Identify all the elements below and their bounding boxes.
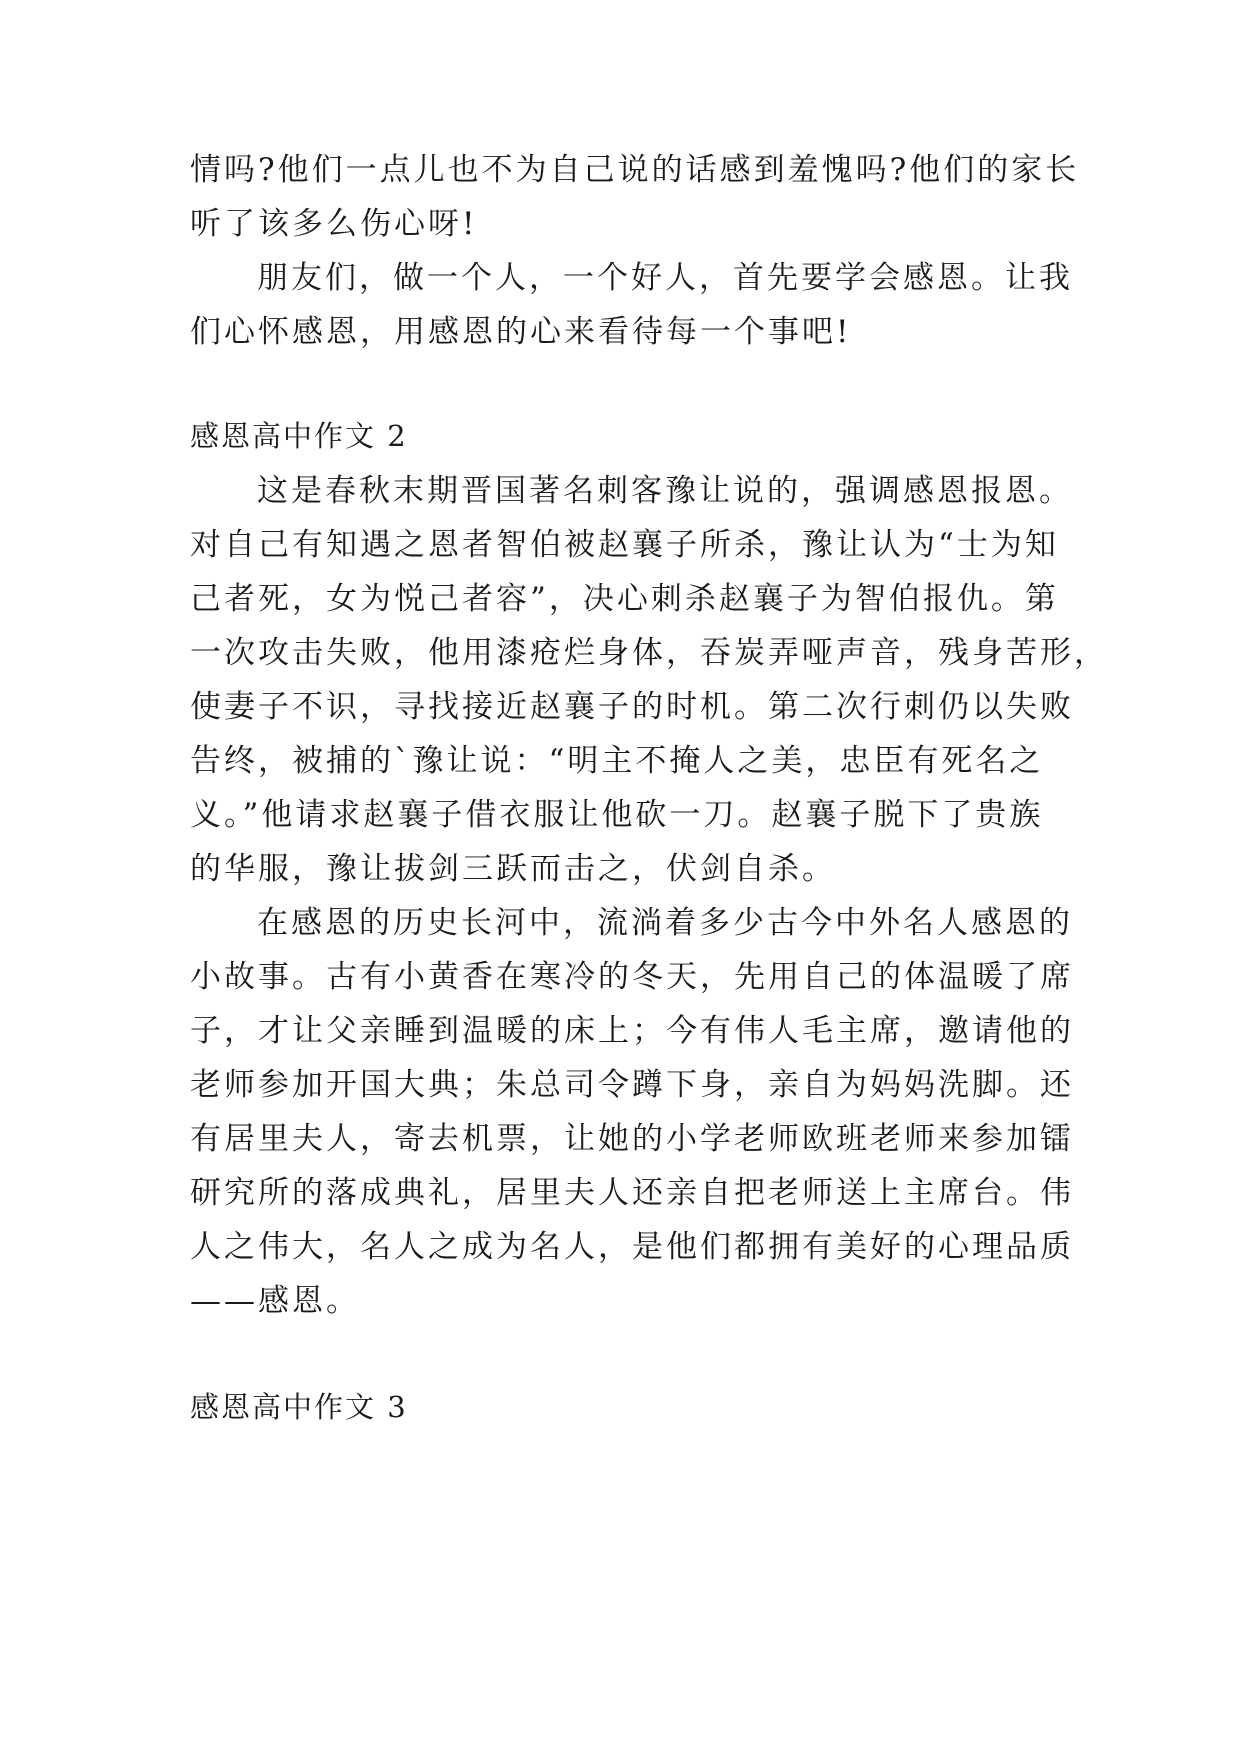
paragraph-line: 使妻子不识，寻找接近赵襄子的时机。第二次行刺仍以失败 (190, 689, 1074, 725)
essay-2-title: 感恩高中作文 2 (190, 419, 408, 453)
paragraph-line: 子，才让父亲睡到温暖的床上；今有伟人毛主席，邀请他的 (190, 1013, 1074, 1049)
paragraph-line: 义。”他请求赵襄子借衣服让他砍一刀。赵襄子脱下了贵族 (190, 797, 1044, 833)
paragraph-line: 听了该多么伤心呀! (190, 206, 478, 242)
paragraph-line: 这是春秋末期晋国著名刺客豫让说的，强调感恩报恩。 (257, 473, 1073, 509)
paragraph-line: 对自己有知遇之恩者智伯被赵襄子所杀，豫让认为“士为知 (190, 527, 1059, 563)
paragraph-line: 一次攻击失败，他用漆疮烂身体，吞炭弄哑声音，残身苦形， (190, 635, 1108, 671)
essay-3-title: 感恩高中作文 3 (190, 1390, 408, 1424)
paragraph-line: 有居里夫人，寄去机票，让她的小学老师欧班老师来参加镭 (190, 1121, 1074, 1157)
paragraph-line: 们心怀感恩，用感恩的心来看待每一个事吧! (190, 314, 852, 350)
paragraph-line: 告终，被捕的`豫让说：“明主不掩人之美，忠臣有死名之 (190, 743, 1044, 779)
paragraph-line: 研究所的落成典礼，居里夫人还亲自把老师送上主席台。伟 (190, 1175, 1074, 1211)
paragraph-line: ——感恩。 (190, 1283, 360, 1319)
paragraph-line: 的华服，豫让拔剑三跃而击之，伏剑自杀。 (190, 851, 836, 887)
paragraph-line: 情吗?他们一点儿也不为自己说的话感到羞愧吗?他们的家长 (190, 152, 1080, 188)
paragraph-line: 人之伟大，名人之成为名人，是他们都拥有美好的心理品质 (190, 1229, 1074, 1265)
paragraph-line: 老师参加开国大典；朱总司令蹲下身，亲自为妈妈洗脚。还 (190, 1067, 1074, 1103)
paragraph-line: 小故事。古有小黄香在寒冷的冬天，先用自己的体温暖了席 (190, 959, 1074, 995)
paragraph-line: 朋友们，做一个人，一个好人，首先要学会感恩。让我 (257, 260, 1073, 296)
paragraph-line: 在感恩的历史长河中，流淌着多少古今中外名人感恩的 (257, 905, 1073, 941)
paragraph-line: 己者死，女为悦己者容”，决心刺杀赵襄子为智伯报仇。第 (190, 581, 1059, 617)
